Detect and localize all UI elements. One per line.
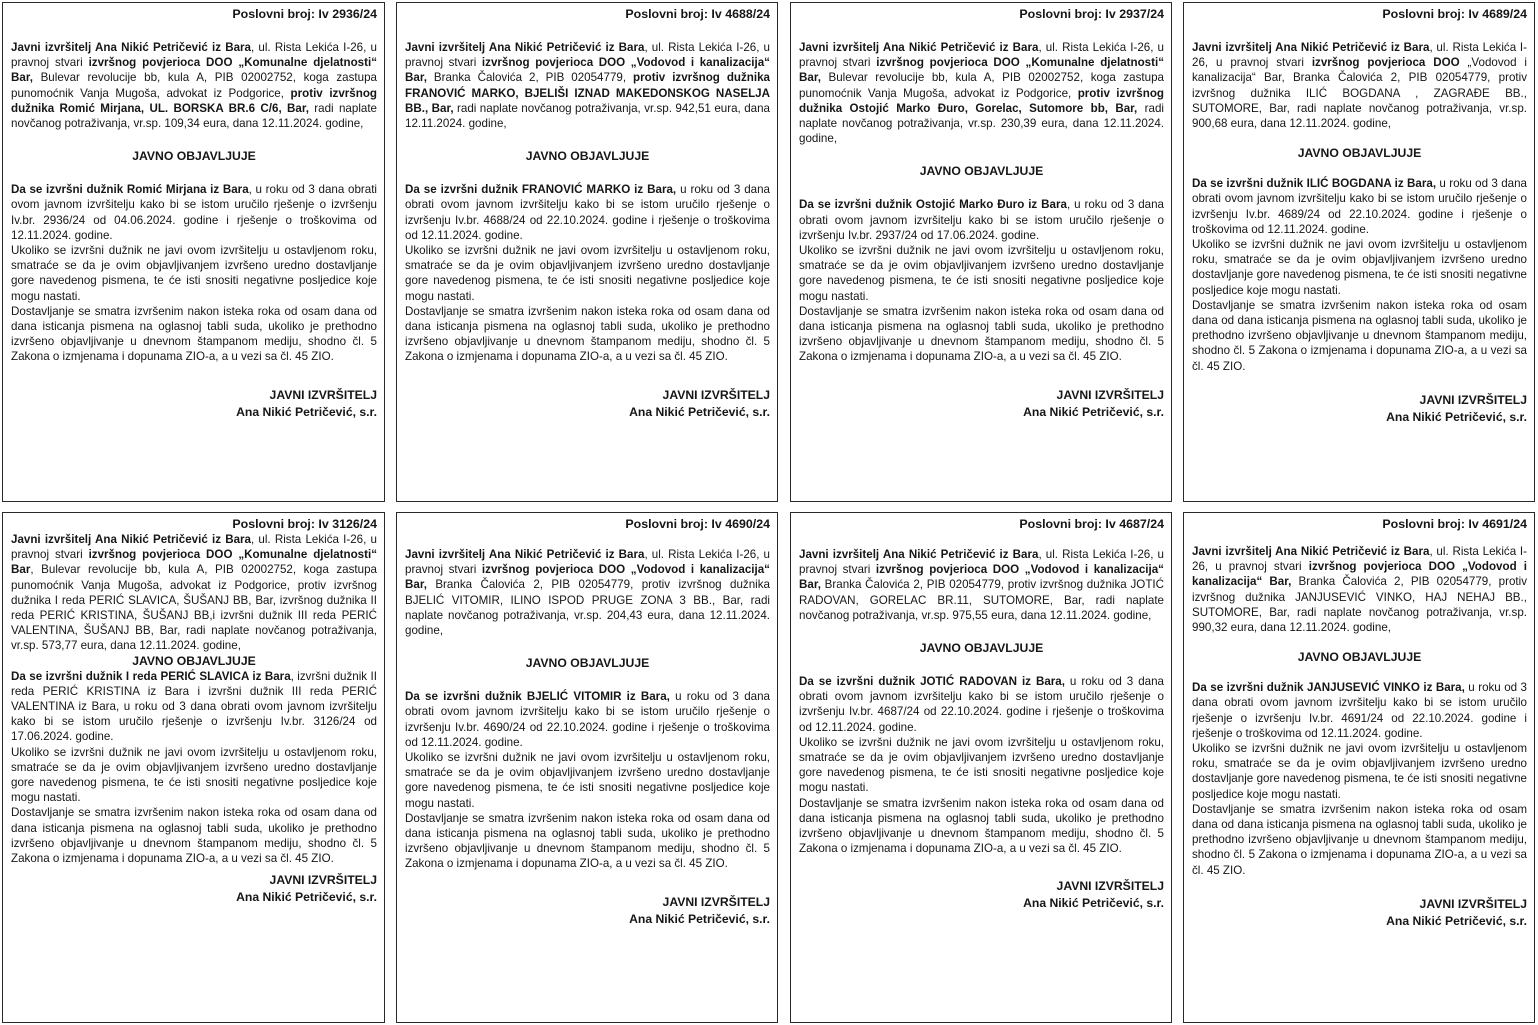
case-number: Poslovni broj: Iv 4687/24 — [1019, 517, 1164, 531]
signature-name: Ana Nikić Petričević, s.r. — [236, 404, 377, 419]
consequence-paragraph: Ukoliko se izvršni dužnik ne javi ovom izvršitelju u ostavljenom roku, smatraće se da je ovim objavljivanjem izvršeno uredno dostavljanje gore navedenog pismena, te će isti snositi negativne posljedice koje mogu nastati. — [11, 745, 377, 805]
signature-title: JAVNI IZVRŠITELJ — [1056, 387, 1164, 402]
delivery-paragraph: Dostavljanje se smatra izvršenim nakon isteka roka od osam dana od dana isticanja pismena na oglasnoj tabli suda, ukoliko je prethodno izvršeno objavljivanje u dnevnom štampanom mediju, shodno čl. 5 Zakona o izmjenama i dopunama ZIO-a, a u vezi sa čl. 45 ZIO. — [405, 811, 770, 871]
consequence-paragraph: Ukoliko se izvršni dužnik ne javi ovom izvršitelju u ostavljenom roku, smatraće se da je ovim objavljivanjem izvršeno uredno dostavljanje gore navedenog pismena, te će isti snositi negativne posljedice koje mogu nastati. — [1192, 238, 1527, 297]
case-number: Poslovni broj: Iv 4689/24 — [1382, 7, 1527, 21]
signature-name: Ana Nikić Petričević, s.r. — [629, 911, 770, 926]
delivery-paragraph: Dostavljanje se smatra izvršenim nakon isteka roka od osam dana od dana isticanja pismena na oglasnoj tabli suda, ukoliko je prethodno izvršeno objavljivanje u dnevnom štampanom mediju, shodno čl. 5 Zakona o izmjenama i dopunama ZIO-a, a u vezi sa čl. 45 ZIO. — [405, 304, 770, 364]
notice-card — [396, 512, 778, 1023]
signature-title: JAVNI IZVRŠITELJ — [269, 873, 377, 888]
case-number: Poslovni broj: Iv 2937/24 — [1019, 7, 1164, 21]
signature-title: JAVNI IZVRŠITELJ — [662, 894, 770, 909]
signature-name: Ana Nikić Petričević, s.r. — [1023, 404, 1164, 419]
order-paragraph: Da se izvršni dužnik Ostojić Marko Đuro iz Bara, u roku od 3 dana obrati ovom javnom izvršitelju kako bi se istom uručilo rješenje o izvršenju Iv.br. 2937/24 od 17.06.2024. godine. — [799, 198, 1164, 242]
consequence-paragraph: Ukoliko se izvršni dužnik ne javi ovom izvršitelju u ostavljenom roku, smatraće se da je ovim objavljivanjem izvršeno uredno dostavljanje gore navedenog pismena, te će isti snositi negativne posljedice koje mogu nastati. — [799, 735, 1164, 795]
consequence-paragraph: Ukoliko se izvršni dužnik ne javi ovom izvršitelju u ostavljenom roku, smatraće se da je ovim objavljivanjem izvršeno uredno dostavljanje gore navedenog pismena, te će isti snositi negativne posljedice koje mogu nastati. — [405, 244, 770, 303]
notice-card — [396, 2, 778, 502]
order-paragraph: Da se izvršni dužnik I reda PERIĆ SLAVICA iz Bara, izvršni dužnik II reda PERIĆ KRISTINA iz Bara i izvršni dužnik III reda PERIĆ VALENTINA iz Bara, u roku od 3 dana obrati ovom javnom izvršitelju kako bi se istom uručilo rješenje o izvršenju Iv.br. 3126/24 od 17.06.2024. godine. — [11, 669, 377, 744]
notice-heading: JAVNO OBJAVLJUJE — [919, 641, 1044, 656]
signature-title: JAVNI IZVRŠITELJ — [269, 387, 377, 402]
intro-paragraph: Javni izvršitelj Ana Nikić Petričević iz Bara, ul. Rista Lekića I-26, u pravnoj stvari izvršnog povjerioca DOO „Vodovod i kanalizacija“ Bar, Branka Čalovića 2, PIB 02054779, protiv izvršnog dužnika BJELIĆ VITOMIR, ILINO ISPOD PRUGE ZONA 3 BB., Bar, radi naplate novčanog potraživanja, vr.sp. 204,43 eura, dana 12.11.2024. godine, — [405, 548, 770, 638]
delivery-paragraph: Dostavljanje se smatra izvršenim nakon isteka roka od osam dana od dana isticanja pismena na oglasnoj tabli suda, ukoliko je prethodno izvršeno objavljivanje u dnevnom štampanom mediju, shodno čl. 5 Zakona o izmjenama i dopunama ZIO-a, a u vezi sa čl. 45 ZIO. — [11, 806, 377, 866]
signature-name: Ana Nikić Petričević, s.r. — [1023, 896, 1164, 911]
notice-card — [1183, 512, 1535, 1023]
signature-name: Ana Nikić Petričević, s.r. — [1386, 409, 1527, 424]
intro-paragraph: Javni izvršitelj Ana Nikić Petričević iz Bara, ul. Rista Lekića I-26, u pravnoj stvari izvršnog povjerioca DOO „Vodovod i kanalizacija“ Bar, Branka Čalovića 2, PIB 02054779, protiv izvršnog dužnika ILIĆ BOGDANA , ZAGRAĐE BB., SUTOMORE, Bar, radi naplate novčanog potraživanja, vr.sp. 900,68 eura, dana 12.11.2024. godine, — [1192, 41, 1528, 131]
signature-name: Ana Nikić Petričević, s.r. — [1386, 913, 1527, 928]
consequence-paragraph: Ukoliko se izvršni dužnik ne javi ovom izvršitelju u ostavljenom roku, smatraće se da je ovim objavljivanjem izvršeno uredno dostavljanje gore navedenog pismena, te će isti snositi negativne posljedice koje mogu nastati. — [405, 751, 770, 810]
intro-paragraph: Javni izvršitelj Ana Nikić Petričević iz Bara, ul. Rista Lekića I-26, u pravnoj stvari izvršnog povjerioca DOO „Komunalne djelatnosti“ Bar, Bulevar revolucije bb, kula A, PIB 02002752, koga zastupa punomoćnik Vanja Mugoša, advokat iz Podgorice, protiv izvršnog dužnika Romić Mirjana, UL. BORSKA BR.6 C/6, Bar, radi naplate novčanog potraživanja, vr.sp. 109,34 eura, dana 12.11.2024. godine, — [11, 41, 378, 131]
case-number: Poslovni broj: Iv 4690/24 — [625, 517, 770, 531]
notice-heading: JAVNO OBJAVLJUJE — [1297, 650, 1422, 665]
signature-name: Ana Nikić Petričević, s.r. — [236, 890, 377, 905]
delivery-paragraph: Dostavljanje se smatra izvršenim nakon isteka roka od osam dana od dana isticanja pismena na oglasnoj tabli suda, ukoliko je prethodno izvršeno objavljivanje u dnevnom štampanom mediju, shodno čl. 5 Zakona o izmjenama i dopunama ZIO-a, a u vezi sa čl. 45 ZIO. — [1192, 802, 1527, 877]
notice-card — [790, 512, 1172, 1023]
case-number: Poslovni broj: Iv 3126/24 — [232, 517, 377, 531]
notice-heading: JAVNO OBJAVLJUJE — [132, 653, 256, 668]
order-paragraph: Da se izvršni dužnik BJELIĆ VITOMIR iz Bara, u roku od 3 dana obrati ovom javnom izvršitelju kako bi se istom uručilo rješenje o izvršenju Iv.br. 4690/24 od 22.10.2024. godine i rješenje o troškovima od 12.11.2024. godine. — [405, 690, 770, 749]
intro-paragraph: Javni izvršitelj Ana Nikić Petričević iz Bara, ul. Rista Lekića I-26, u pravnoj stvari izvršnog povjerioca DOO „Vodovod i kanalizacija“ Bar, Branka Čalovića 2, PIB 02054779, protiv izvršnog dužnika FRANOVIĆ MARKO, BJELIŠI IZNAD MAKEDONSKOG NASELJA BB., Bar, radi naplate novčanog potraživanja, vr.sp. 942,51 eura, dana 12.11.2024. godine, — [405, 41, 771, 131]
signature-name: Ana Nikić Petričević, s.r. — [629, 404, 770, 419]
order-paragraph: Da se izvršni dužnik JOTIĆ RADOVAN iz Bara, u roku od 3 dana obrati ovom javnom izvršitelju kako bi se istom uručilo rješenje o izvršenju Iv.br. 4687/24 od 22.10.2024. godine i rješenje o troškovima od 12.11.2024. godine. — [799, 675, 1164, 734]
signature-title: JAVNI IZVRŠITELJ — [1056, 879, 1164, 894]
notice-card — [1183, 2, 1535, 502]
intro-paragraph: Javni izvršitelj Ana Nikić Petričević iz Bara, ul. Rista Lekića I-26, u pravnoj stvari izvršnog povjerioca DOO „Komunalne djelatnosti“ Bar, Bulevar revolucije bb, kula A, PIB 02002752, koga zastupa punomoćnik Vanja Mugoša, advokat iz Podgorice, protiv izvršnog dužnika I reda PERIĆ SLAVICA, ŠUŠANJ BB, Bar, izvršnog dužnika II reda PERIĆ KRISTINA, ŠUŠANJ BB,i izvršni dužnik III reda PERIĆ VALENTINA, ŠUŠANJ BB, Bar, radi naplate novčanog potraživanja, vr.sp. 573,77 eura, dana 12.11.2024. godine, — [11, 533, 377, 653]
delivery-paragraph: Dostavljanje se smatra izvršenim nakon isteka roka od osam dana od dana isticanja pismena na oglasnoj tabli suda, ukoliko je prethodno izvršeno objavljivanje u dnevnom štampanom mediju, shodno čl. 5 Zakona o izmjenama i dopunama ZIO-a, a u vezi sa čl. 45 ZIO. — [11, 304, 377, 364]
notice-heading: JAVNO OBJAVLJUJE — [525, 656, 650, 671]
order-paragraph: Da se izvršni dužnik JANJUSEVIĆ VINKO iz Bara, u roku od 3 dana obrati ovom javnom izvršitelju kako bi se istom uručilo rješenje o izvršenju Iv.br. 4691/24 od 22.10.2024. godine i rješenje o troškovima od 12.11.2024. godine. — [1192, 681, 1528, 740]
notice-heading: JAVNO OBJAVLJUJE — [1297, 146, 1422, 161]
order-paragraph: Da se izvršni dužnik FRANOVIĆ MARKO iz Bara, u roku od 3 dana obrati ovom javnom izvršitelju kako bi se istom uručilo rješenje o izvršenju Iv.br. 4688/24 od 22.10.2024. godine i rješenje o troškovima od 12.11.2024. godine. — [405, 183, 771, 242]
consequence-paragraph: Ukoliko se izvršni dužnik ne javi ovom izvršitelju u ostavljenom roku, smatraće se da je ovim objavljivanjem izvršeno uredno dostavljanje gore navedenog pismena, te će isti snositi negativne posljedice koje mogu nastati. — [799, 244, 1164, 303]
order-paragraph: Da se izvršni dužnik Romić Mirjana iz Bara, u roku od 3 dana obrati ovom javnom izvršitelju kako bi se istom uručilo rješenje o izvršenju Iv.br. 2936/24 od 04.06.2024. godine i rješenje o troškovima od 12.11.2024. godine. — [11, 183, 377, 242]
order-paragraph: Da se izvršni dužnik ILIĆ BOGDANA iz Bara, u roku od 3 dana obrati ovom javnom izvršitelju kako bi se istom uručilo rješenje o izvršenju Iv.br. 4689/24 od 22.10.2024. godine i rješenje o troškovima od 12.11.2024. godine. — [1192, 177, 1527, 236]
notice-heading: JAVNO OBJAVLJUJE — [919, 164, 1044, 179]
notice-card — [790, 2, 1172, 502]
case-number: Poslovni broj: Iv 2936/24 — [232, 7, 377, 21]
intro-paragraph: Javni izvršitelj Ana Nikić Petričević iz Bara, ul. Rista Lekića I-26, u pravnoj stvari izvršnog povjerioca DOO „Vodovod i kanalizacija“ Bar, Branka Čalovića 2, PIB 02054779, protiv izvršnog dužnika JANJUSEVIĆ VINKO, HAJ NEHAJ BB., SUTOMORE, Bar, radi naplate novčanog potraživanja, vr.sp. 990,32 eura, dana 12.11.2024. godine, — [1192, 545, 1527, 635]
notice-card — [2, 2, 385, 502]
intro-paragraph: Javni izvršitelj Ana Nikić Petričević iz Bara, ul. Rista Lekića I-26, u pravnoj stvari izvršnog povjerioca DOO „Vodovod i kanalizacija“ Bar, Branka Čalovića 2, PIB 02054779, protiv izvršnog dužnika JOTIĆ RADOVAN, GORELAC BR.11, SUTOMORE, Bar, radi naplate novčanog potraživanja, vr.sp. 975,55 eura, dana 12.11.2024. godine, — [799, 548, 1164, 622]
case-number: Poslovni broj: Iv 4688/24 — [625, 7, 770, 21]
delivery-paragraph: Dostavljanje se smatra izvršenim nakon isteka roka od osam dana od dana isticanja pismena na oglasnoj tabli suda, ukoliko je prethodno izvršeno objavljivanje u dnevnom štampanom mediju, shodno čl. 5 Zakona o izmjenama i dopunama ZIO-a, a u vezi sa čl. 45 ZIO. — [799, 796, 1164, 856]
signature-title: JAVNI IZVRŠITELJ — [662, 387, 770, 402]
consequence-paragraph: Ukoliko se izvršni dužnik ne javi ovom izvršitelju u ostavljenom roku, smatraće se da je ovim objavljivanjem izvršeno uredno dostavljanje gore navedenog pismena, te će isti snositi negativne posljedice koje mogu nastati. — [11, 244, 377, 303]
notice-card — [2, 512, 385, 1023]
notice-heading: JAVNO OBJAVLJUJE — [525, 149, 650, 164]
delivery-paragraph: Dostavljanje se smatra izvršenim nakon isteka roka od osam dana od dana isticanja pismena na oglasnoj tabli suda, ukoliko je prethodno izvršeno objavljivanje u dnevnom štampanom mediju, shodno čl. 5 Zakona o izmjenama i dopunama ZIO-a, a u vezi sa čl. 45 ZIO. — [799, 304, 1164, 364]
notice-heading: JAVNO OBJAVLJUJE — [132, 149, 256, 164]
signature-title: JAVNI IZVRŠITELJ — [1419, 896, 1527, 911]
delivery-paragraph: Dostavljanje se smatra izvršenim nakon isteka roka od osam dana od dana isticanja pismena na oglasnoj tabli suda, ukoliko je prethodno izvršeno objavljivanje u dnevnom štampanom mediju, shodno čl. 5 Zakona o izmjenama i dopunama ZIO-a, a u vezi sa čl. 45 ZIO. — [1192, 298, 1527, 373]
consequence-paragraph: Ukoliko se izvršni dužnik ne javi ovom izvršitelju u ostavljenom roku, smatraće se da je ovim objavljivanjem izvršeno uredno dostavljanje gore navedenog pismena, te će isti snositi negativne posljedice koje mogu nastati. — [1192, 742, 1527, 801]
case-number: Poslovni broj: Iv 4691/24 — [1382, 517, 1527, 531]
signature-title: JAVNI IZVRŠITELJ — [1419, 392, 1527, 407]
intro-paragraph: Javni izvršitelj Ana Nikić Petričević iz Bara, ul. Rista Lekića I-26, u pravnoj stvari izvršnog povjerioca DOO „Komunalne djelatnosti“ Bar, Bulevar revolucije bb, kula A, PIB 02002752, koga zastupa punomoćnik Vanja Mugoša, advokat iz Podgorice, protiv izvršnog dužnika Ostojić Marko Đuro, Gorelac, Sutomore bb, Bar, radi naplate novčanog potraživanja, vr.sp. 230,39 eura, dana 12.11.2024. godine, — [799, 41, 1164, 146]
